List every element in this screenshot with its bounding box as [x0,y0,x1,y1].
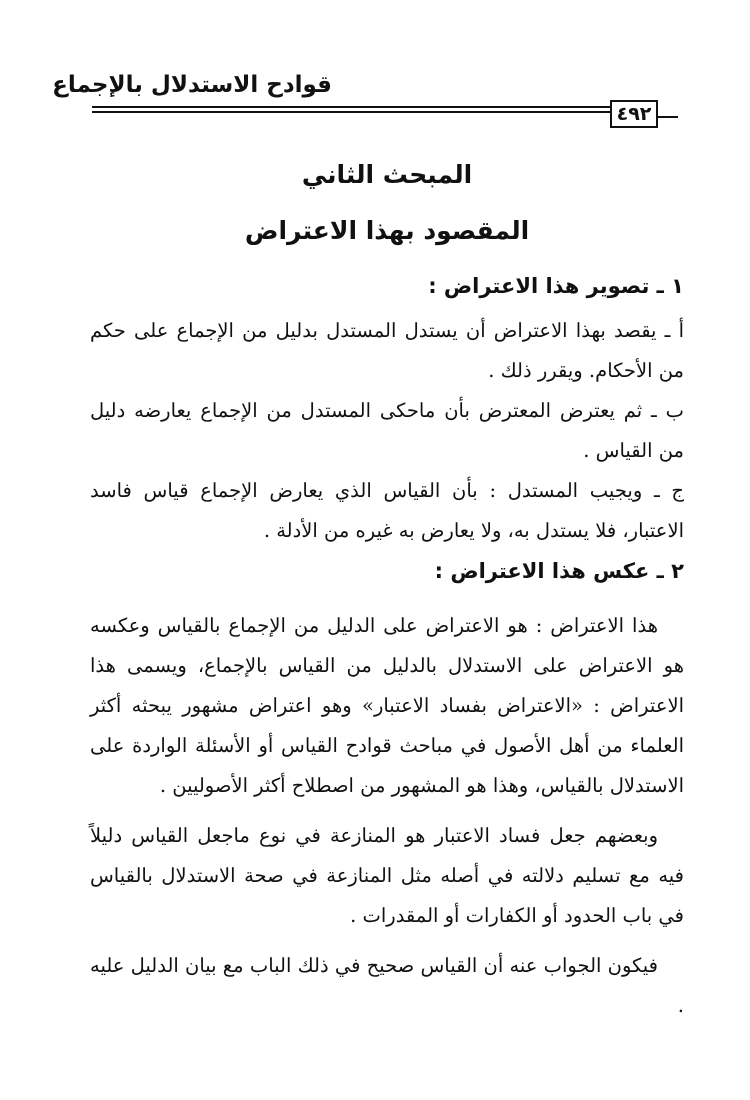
paragraph: وبعضهم جعل فساد الاعتبار هو المنازعة في نوع ماجعل القياس دليلاً فيه مع تسليم دلالته في أصله مثل المنازعة في صحة الاستدلال بالقياس في باب الحدود أو الكفارات أو المقدرات . [90,824,684,927]
page-body [90,160,684,1031]
paragraph: فيكون الجواب عنه أن القياس صحيح في ذلك الباب مع بيان الدليل عليه . [90,954,684,1017]
section-subtitle: المقصود بهذا الاعتراض [244,216,530,245]
paragraph: هذا الاعتراض : هو الاعتراض على الدليل من الإجماع بالقياس وعكسه هو الاعتراض على الاستدلال بالدليل من القياس بالإجماع، ويسمى هذا الاعتراض : «الاعتراض بفساد الاعتبار» وهو اعتراض مشهور يبحثه أكثر العلماء من أهل الأصول في مباحث قوادح القياس أو الأسئلة الواردة على الاستدلال بالقياس، وهذا هو المشهور من اصطلاح أكثر الأصوليين . [90,614,684,797]
list-item: ب ـ ثم يعترض المعترض بأن ماحكى المستدل من الإجماع يعارضه دليل من القياس . [90,399,684,462]
header-rule [92,106,658,108]
part1-heading: ١ ـ تصوير هذا الاعتراض : [428,274,684,298]
part2-heading: ٢ ـ عكس هذا الاعتراض : [434,559,684,583]
page-number: ٤٩٢ [610,100,658,128]
list-item: ج ـ ويجيب المستدل : بأن القياس الذي يعارض الإجماع قياس فاسد الاعتبار، فلا يستدل به، ولا يعارض به غيره من الأدلة . [90,479,684,542]
header-rule [655,116,678,118]
section-title: المبحث الثاني [301,160,473,189]
running-title: قوادح الاستدلال بالإجماع [52,72,332,98]
header-rule [92,111,658,113]
list-item: أ ـ يقصد بهذا الاعتراض أن يستدل المستدل بدليل من الإجماع على حكم من الأحكام. ويقرر ذلك . [90,319,684,382]
